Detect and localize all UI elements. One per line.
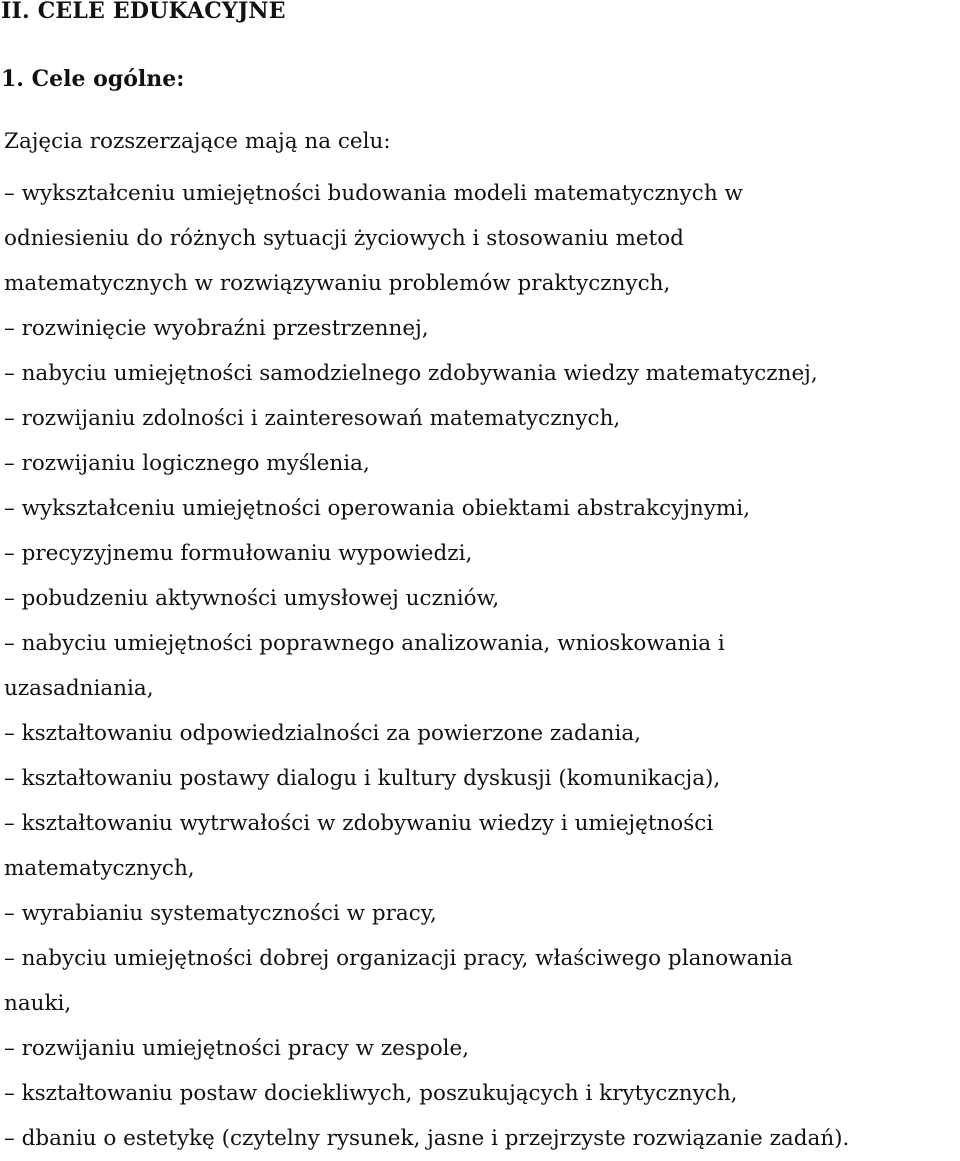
goal-line: – kształtowaniu postaw dociekliwych, poszukujących i krytycznych, [4,1081,738,1106]
goal-list-item [4,351,960,396]
goal-line: – wykształceniu umiejętności budowania modeli matematycznych w [4,181,743,206]
goal-list-item [4,531,960,576]
goal-list-item [4,936,960,1026]
goal-line: – nabyciu umiejętności dobrej organizacji pracy, właściwego planowania [4,946,793,971]
goal-line: – pobudzeniu aktywności umysłowej uczniów, [4,586,500,611]
goal-list-item [4,1071,960,1116]
goal-line: – rozwijaniu umiejętności pracy w zespole, [4,1036,470,1061]
goal-list-item [4,891,960,936]
goal-line: uzasadniania, [4,676,154,701]
goal-list-item [4,306,960,351]
goal-line: matematycznych, [4,856,195,881]
goal-line: nauki, [4,991,72,1016]
goal-list-item [4,576,960,621]
intro-text: Zajęcia rozszerzające mają na celu: [4,129,391,154]
goal-line: – nabyciu umiejętności poprawnego analizowania, wnioskowania i [4,631,725,656]
goal-list-item [4,396,960,441]
goal-line: matematycznych w rozwiązywaniu problemów praktycznych, [4,271,671,296]
goal-list-item [4,621,960,711]
goal-list-item [4,441,960,486]
goal-line: – kształtowaniu odpowiedzialności za powierzone zadania, [4,721,642,746]
subsection-title: 1. Cele ogólne: [1,66,185,92]
goals-list [4,171,960,1161]
goal-line: – wykształceniu umiejętności operowania obiektami abstrakcyjnymi, [4,496,751,521]
goal-list-item [4,756,960,801]
goal-list-item [4,171,960,306]
goal-line: – kształtowaniu postawy dialogu i kultury dyskusji (komunikacja), [4,766,721,791]
goal-line: – wyrabianiu systematyczności w pracy, [4,901,437,926]
goal-list-item [4,711,960,756]
goal-line: – rozwijaniu logicznego myślenia, [4,451,370,476]
section-title: II. CELE EDUKACYJNE [1,0,286,24]
goal-list-item [4,801,960,891]
goal-list-item [4,486,960,531]
goal-line: – dbaniu o estetykę (czytelny rysunek, jasne i przejrzyste rozwiązanie zadań). [4,1126,850,1151]
goal-line: – rozwijaniu zdolności i zainteresowań matematycznych, [4,406,621,431]
goal-line: – precyzyjnemu formułowaniu wypowiedzi, [4,541,473,566]
goal-line: odniesieniu do różnych sytuacji życiowych i stosowaniu metod [4,226,684,251]
goal-line: – nabyciu umiejętności samodzielnego zdobywania wiedzy matematycznej, [4,361,818,386]
goal-list-item [4,1026,960,1071]
goal-list-item [4,1116,960,1161]
goal-line: – kształtowaniu wytrwałości w zdobywaniu wiedzy i umiejętności [4,811,714,836]
goal-line: – rozwinięcie wyobraźni przestrzennej, [4,316,429,341]
